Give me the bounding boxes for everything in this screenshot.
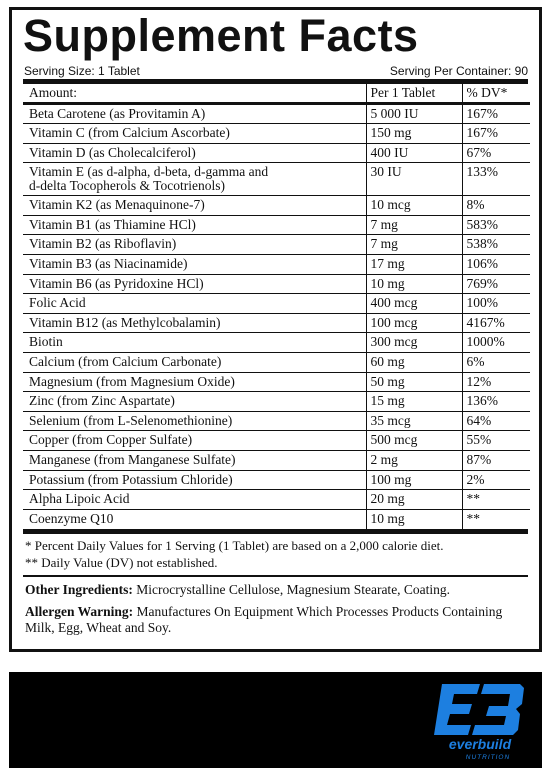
nutrient-name	[23, 451, 366, 471]
nutrient-name	[23, 143, 366, 163]
header-per-tablet: Per 1 Tablet	[366, 84, 462, 104]
serving-info	[12, 62, 539, 79]
nutrient-name	[23, 411, 366, 431]
table-row	[23, 333, 530, 353]
table-row	[23, 411, 530, 431]
table-body	[23, 104, 530, 529]
table-row	[23, 215, 530, 235]
nutrient-name-line-2: d-delta Tocopherols & Tocotrienols)	[29, 178, 225, 194]
nutrient-name-line: Vitamin D (as Cholecalciferol)	[29, 144, 196, 160]
nutrient-name	[23, 431, 366, 451]
table-row	[23, 104, 530, 124]
nutrient-amount: 5 000 IU	[366, 104, 462, 124]
nutrient-amount: 10 mg	[366, 274, 462, 294]
nutrient-name-line: Potassium (from Potassium Chloride)	[29, 471, 233, 487]
nutrient-name	[23, 313, 366, 333]
nutrient-dv: 1000%	[462, 333, 530, 353]
nutrient-dv: 8%	[462, 196, 530, 216]
logo-sub-text: NUTRITION	[465, 754, 511, 761]
nutrient-amount: 50 mg	[366, 372, 462, 392]
nutrient-amount: 2 mg	[366, 451, 462, 471]
nutrient-name-line: Calcium (from Calcium Carbonate)	[29, 354, 222, 370]
nutrient-amount: 400 mcg	[366, 294, 462, 314]
nutrient-amount: 10 mg	[366, 509, 462, 529]
nutrient-name-line: Coenzyme Q10	[29, 510, 114, 526]
nutrient-name-line: Vitamin B1 (as Thiamine HCl)	[29, 216, 196, 232]
table-row	[23, 313, 530, 333]
nutrient-name	[23, 274, 366, 294]
footnotes	[12, 534, 539, 571]
table-row	[23, 163, 530, 196]
nutrient-dv: 55%	[462, 431, 530, 451]
nutrient-name-line: Folic Acid	[29, 295, 86, 311]
everbuild-logo-icon	[434, 678, 526, 764]
nutrient-dv: **	[462, 490, 530, 510]
other-ingredients-text: Microcrystalline Cellulose, Magnesium Stearate, Coating.	[132, 581, 451, 597]
nutrient-dv: 87%	[462, 451, 530, 471]
nutrient-name-line: Vitamin E (as d-alpha, d-beta, d-gamma and	[29, 164, 269, 180]
nutrient-name	[23, 353, 366, 373]
other-ingredients	[25, 582, 528, 598]
nutrient-name-line: Vitamin B6 (as Pyridoxine HCl)	[29, 275, 204, 291]
nutrient-name	[23, 470, 366, 490]
table-row	[23, 392, 530, 412]
nutrient-amount: 15 mg	[366, 392, 462, 412]
divider	[23, 575, 528, 577]
table-row	[23, 372, 530, 392]
nutrient-name	[23, 392, 366, 412]
table-row	[23, 470, 530, 490]
nutrient-dv: **	[466, 510, 480, 526]
table-header-row	[23, 84, 530, 104]
allergen-text: Manufactures On Equipment Which Processes Products Containing Milk, Egg, Wheat and Soy.	[25, 603, 503, 635]
table-row	[23, 124, 530, 144]
table-row	[23, 490, 530, 510]
nutrient-name-line: Manganese (from Manganese Sulfate)	[29, 452, 236, 467]
nutrient-dv: 136%	[462, 392, 530, 412]
nutrient-dv: 64%	[462, 411, 530, 431]
nutrient-name-line: Beta Carotene (as Provitamin A)	[29, 106, 206, 122]
nutrient-amount: 60 mg	[366, 353, 462, 373]
nutrient-name-line: Vitamin B3 (as Niacinamide)	[29, 256, 188, 272]
logo-mark	[434, 684, 524, 735]
nutrient-name	[23, 196, 366, 216]
nutrient-name-line: Alpha Lipoic Acid	[29, 491, 130, 507]
nutrient-amount: 500 mcg	[366, 431, 462, 451]
table-row	[23, 451, 530, 471]
table-row	[23, 196, 530, 216]
table-row	[23, 294, 530, 314]
table-row	[23, 431, 530, 451]
nutrient-dv: 67%	[462, 143, 530, 163]
nutrient-name	[23, 124, 366, 144]
nutrient-dv: 583%	[462, 215, 530, 235]
nutrient-dv: 167%	[462, 124, 530, 144]
table-row	[23, 353, 530, 373]
nutrient-amount: 100 mg	[366, 470, 462, 490]
nutrient-name-line: Vitamin B12 (as Methylcobalamin)	[29, 314, 221, 330]
nutrient-amount: 10 mcg	[366, 196, 462, 216]
nutrient-name	[23, 235, 366, 255]
nutrient-dv: 538%	[462, 235, 530, 255]
nutrient-name	[23, 372, 366, 392]
nutrient-name-line: Selenium (from L-Selenomethionine)	[29, 412, 233, 428]
serving-size: Serving Size: 1 Tablet	[24, 64, 140, 78]
nutrient-dv: 133%	[462, 163, 530, 196]
header-dv: % DV*	[462, 84, 530, 104]
nutrient-dv: 2%	[462, 470, 530, 490]
nutrient-name-line: Biotin	[29, 334, 63, 350]
allergen-warning	[25, 604, 528, 636]
nutrient-amount: 17 mg	[366, 255, 462, 275]
table-row	[23, 255, 530, 275]
footnote-dv: * Percent Daily Values for 1 Serving (1 Tablet) are based on a 2,000 calorie diet.	[25, 537, 444, 553]
ingredients-section	[12, 580, 539, 636]
nutrient-name-line: Copper (from Copper Sulfate)	[29, 432, 193, 448]
nutrient-name-line: Zinc (from Zinc Aspartate)	[29, 393, 175, 409]
nutrient-dv: 4167%	[462, 313, 530, 333]
nutrient-dv: 167%	[462, 104, 530, 124]
nutrient-name-line: Magnesium (from Magnesium Oxide)	[29, 373, 235, 389]
nutrient-amount: 35 mcg	[366, 411, 462, 431]
nutrient-amount: 7 mg	[366, 235, 462, 255]
table-row	[23, 274, 530, 294]
nutrient-name	[23, 294, 366, 314]
panel-title: Supplement Facts	[23, 10, 419, 61]
nutrient-amount: 400 IU	[366, 143, 462, 163]
nutrient-amount: 150 mg	[366, 124, 462, 144]
footnote-not-established: ** Daily Value (DV) not established.	[25, 554, 218, 570]
nutrient-amount: 30 IU	[366, 163, 462, 196]
nutrient-name	[23, 490, 366, 510]
nutrient-name-line: Vitamin B2 (as Riboflavin)	[29, 236, 177, 252]
header-amount: Amount:	[23, 84, 366, 104]
nutrient-name	[23, 215, 366, 235]
nutrient-dv: 12%	[462, 372, 530, 392]
other-ingredients-label: Other Ingredients:	[25, 581, 133, 597]
nutrient-amount: 300 mcg	[366, 333, 462, 353]
nutrient-name	[23, 163, 366, 196]
nutrient-name	[23, 333, 366, 353]
nutrient-name-line: Vitamin K2 (as Menaquinone-7)	[29, 197, 205, 213]
nutrient-name	[23, 104, 366, 124]
allergen-label: Allergen Warning:	[25, 603, 134, 619]
nutrient-name	[23, 255, 366, 275]
nutrient-dv: 769%	[462, 274, 530, 294]
table-row	[23, 235, 530, 255]
nutrient-amount: 7 mg	[366, 215, 462, 235]
logo-brand-text: everbuild	[448, 736, 512, 752]
nutrient-name	[23, 509, 366, 529]
brand-band	[9, 672, 542, 768]
nutrient-dv: 100%	[462, 294, 530, 314]
nutrient-amount: 20 mg	[366, 490, 462, 510]
nutrient-amount: 100 mcg	[366, 313, 462, 333]
nutrient-name-line: Vitamin C (from Calcium Ascorbate)	[29, 125, 230, 141]
nutrient-dv: 6%	[462, 353, 530, 373]
nutrient-dv: 106%	[462, 255, 530, 275]
serving-per-container: Serving Per Container: 90	[389, 64, 528, 78]
table-row	[23, 143, 530, 163]
table-row	[23, 509, 530, 529]
facts-table	[23, 84, 530, 529]
supplement-facts-panel	[9, 7, 542, 652]
